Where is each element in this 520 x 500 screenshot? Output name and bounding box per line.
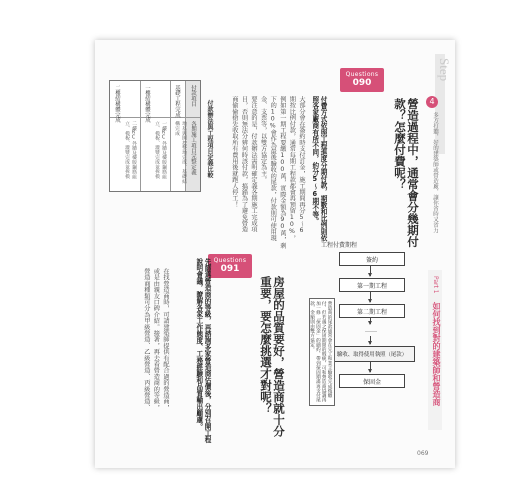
question-number: 090 [352, 78, 372, 88]
chapter-title: 如何找到對的建築師和營造商 [432, 302, 441, 406]
table-caption: 付款辦法與工程項目定義比較 [206, 100, 213, 178]
table-cell: 地基與開挖整地完成、基礎結構完成 [174, 121, 186, 184]
flow-arrow [370, 317, 371, 324]
body-line: 或是由親友口碑介紹。接著，再去看營造商的等級， [152, 268, 160, 411]
book-page [95, 40, 455, 468]
step-label: Step [437, 58, 452, 82]
body-line: 金、支票等，以雙方協定為主。 [259, 96, 267, 183]
body-line: 目，否則無法分辨何時該付款，搞錯為了避免營造 [240, 96, 248, 233]
flow-step-ellipsis: …… [365, 327, 377, 334]
body-line: 要注意的是，付款辦法需明確定義各期施工完成項 [250, 96, 258, 233]
flowchart-title: 工程付費期程 [321, 242, 358, 249]
table-cell: 一樓結構體完成 [144, 85, 150, 123]
question-091-lead: 先篩選營造商的等級，再諮詢多家營造商估價後，分別召開工程說明會議，瞭解各家工作態度、工務經驗和品質輸出顧慮。 [194, 258, 211, 443]
body-line: 下的10%會作為最後驗收的尾款，付款則可使用現 [269, 96, 277, 241]
question-091-body [129, 268, 169, 448]
table-cell: 基礎工程完成 [174, 85, 180, 118]
flow-arrow [370, 265, 371, 276]
flow-step-phase1: 第一期工程 [339, 278, 405, 292]
flow-arrow [370, 361, 371, 372]
flow-arrow [370, 336, 371, 344]
table-cell: 二樓RC外牆及樓版鋼筋組立、模板、灌漿完成並拆模 [124, 121, 136, 179]
body-line: 期按比例付款，通常每期工程款都會再預留10%， [288, 96, 296, 241]
table-header-cell: 各期施工項目完整定義 [190, 121, 196, 175]
question-label: Questions [345, 71, 379, 78]
table-header-cell: 付款項目 [190, 85, 196, 107]
page-number: 069 [417, 450, 429, 457]
question-090-title: 營造過程中，通常會分幾期付款？怎麼付費呢？ [393, 98, 420, 248]
part-label: Part 1 [432, 276, 439, 294]
question-090-body [221, 96, 305, 249]
question-label: Questions [213, 257, 247, 264]
flow-step-warranty: 保固金 [339, 374, 405, 388]
body-line: 例如第一期工程要繳100萬，實際金額為90萬，剩 [278, 96, 286, 249]
body-line: 營造商種類可分為甲級營造、乙級營造、丙級營造、 [142, 268, 150, 411]
question-090-lead: 付費方式依照工程進度分期付款，期數和比例則依照各家廠商有所不同，約分5～6期不等。 [310, 96, 327, 242]
sidebar-tagline: 多方打聽，好的建築師或營造廠，讓你省時又省力 [432, 112, 438, 233]
step-number-circle [426, 96, 438, 108]
body-line: 大部分會在簽約時支付訂金，施工期間再分5～6 [298, 96, 305, 234]
flowchart-note: 營造商的尾款通常會在完工和業主驗收完成後繳付，但若遇之保固期間的瑕疵，可和營造商協調再加一條「保固金」的細約，帶到保固期滿再支付尾款，金額則由雙方協定。 [309, 298, 335, 406]
payment-table [109, 80, 201, 192]
step-number: 4 [429, 97, 435, 106]
question-090-badge [340, 68, 384, 92]
flow-step-sign: 簽約 [339, 252, 405, 266]
question-number: 091 [220, 264, 240, 274]
table-cell: 一樓RC外牆及樓版鋼筋組立、模板、灌漿完成並拆模 [154, 121, 166, 179]
flow-step-inspection: 驗收、取得使用執照（尾款） [329, 346, 415, 362]
body-line: 商偷偷搶先收取所有費用後就跑人停工！ [230, 96, 238, 208]
table-cell: 二樓結構體完成 [114, 85, 120, 123]
question-091-title: 房屋的品質要好，營造商就十分重要，要怎麼挑選才對呢？ [259, 276, 286, 437]
question-091-badge [208, 254, 252, 278]
body-line: 在找營造商時，可請建築師提供有配合過的營造商， [162, 268, 169, 411]
flow-step-phase2: 第二期工程 [339, 304, 405, 318]
flow-arrow [370, 291, 371, 302]
